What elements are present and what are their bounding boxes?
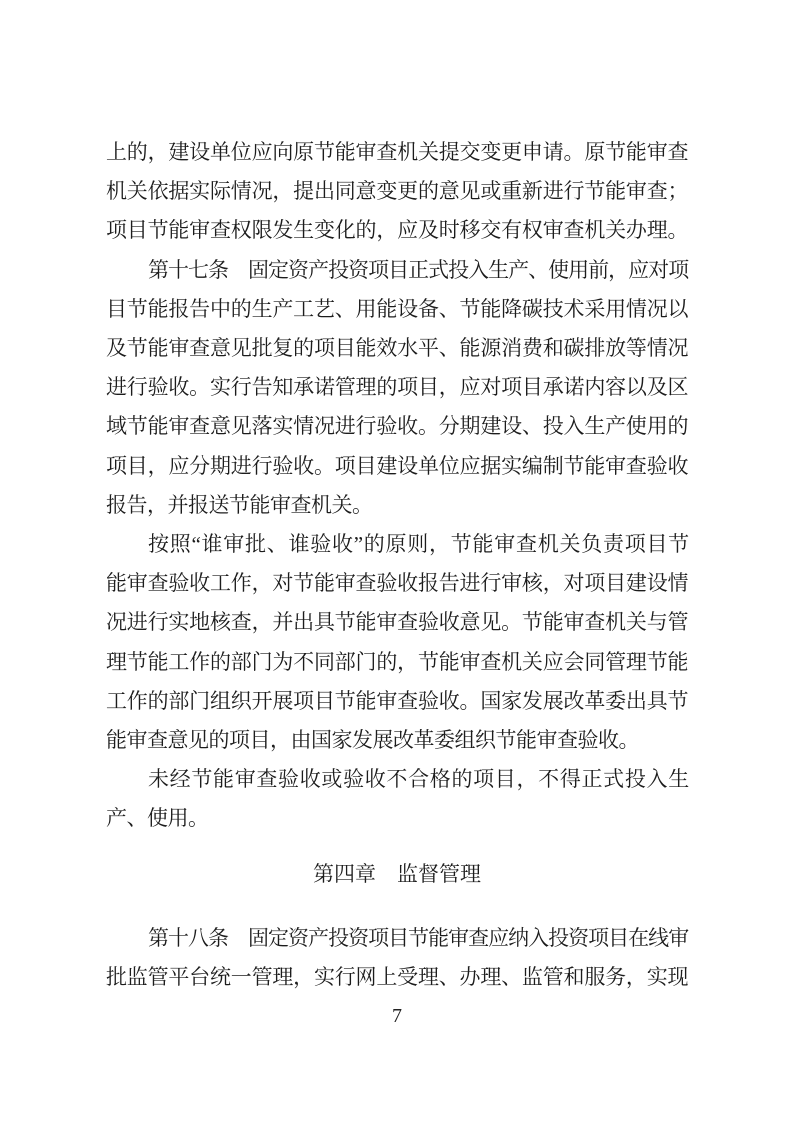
text-line: 目节能报告中的生产工艺、用能设备、节能降碳技术采用情况以 (106, 296, 688, 321)
article-first-line: 未经节能审查验收或验收不合格的项目，不得正式投入生 (148, 767, 688, 792)
document-text-flow (106, 133, 688, 1036)
text-line: 及节能审查意见批复的项目能效水平、能源消费和碳排放等情况 (106, 336, 688, 361)
article-first-line: 按照“谁审批、谁验收”的原则，节能审查机关负责项目节 (148, 532, 688, 557)
text-line: 理节能工作的部门为不同部门的，节能审查机关应会同管理节能 (106, 649, 688, 674)
text-line: 机关依据实际情况，提出同意变更的意见或重新进行节能审查； (106, 179, 688, 204)
text-line: 报告，并报送节能审查机关。 (106, 492, 373, 517)
text-line: 工作的部门组织开展项目节能审查验收。国家发展改革委出具节 (106, 688, 688, 713)
article-first-line: 第十八条 固定资产投资项目节能审查应纳入投资项目在线审 (148, 925, 688, 950)
text-line: 批监管平台统一管理，实行网上受理、办理、监管和服务，实现 (106, 965, 688, 990)
text-line: 上的，建设单位应向原节能审查机关提交变更申请。原节能审查 (106, 140, 688, 164)
text-line: 能审查意见的项目，由国家发展改革委组织节能审查验收。 (106, 728, 639, 753)
text-line: 域节能审查意见落实情况进行验收。分期建设、投入生产使用的 (106, 414, 688, 439)
article-first-line: 第十七条 固定资产投资项目正式投入生产、使用前，应对项 (148, 257, 688, 282)
text-line: 况进行实地核查，并出具节能审查验收意见。节能审查机关与管 (106, 610, 688, 635)
text-line: 产、使用。 (106, 806, 209, 831)
text-line: 项目节能审查权限发生变化的，应及时移交有权审查机关办理。 (106, 218, 688, 243)
text-line: 能审查验收工作，对节能审查验收报告进行审核，对项目建设情 (106, 571, 688, 596)
text-line: 项目，应分期进行验收。项目建设单位应据实编制节能审查验收 (106, 453, 688, 478)
text-line: 进行验收。实行告知承诺管理的项目，应对项目承诺内容以及区 (106, 375, 688, 400)
page-number: 7 (392, 1005, 402, 1028)
chapter-heading: 第四章 监督管理 (313, 861, 481, 886)
